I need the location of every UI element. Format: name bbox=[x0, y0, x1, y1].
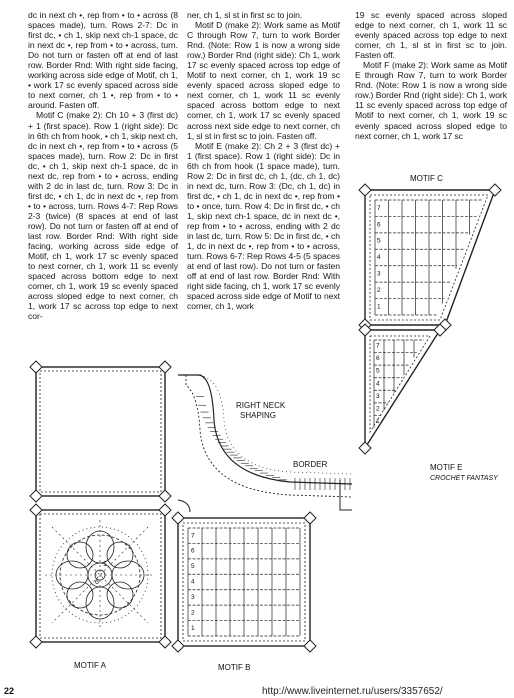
motif-a-lower-square bbox=[36, 510, 165, 642]
motif-b-label: MOTIF B bbox=[218, 663, 251, 672]
motif-a-flower bbox=[45, 520, 155, 630]
motif-c-row-number: 1 bbox=[377, 303, 381, 311]
col3-para-1: 19 sc evenly spaced across sloped edge to next corner, ch 1, work 11 sc evenly spaced across top edge to next corner, ch 1, sl st in first sc to join. Fasten off. bbox=[355, 10, 507, 61]
motif-e-row-number: 4 bbox=[376, 380, 380, 388]
neck-label-line1: RIGHT NECK bbox=[236, 401, 286, 410]
col2-para-2: Motif D (make 2): Work same as Motif C through Row 7, turn to work Border Rnd. (Note: Row 1 is now a wrong side row.) Border Rnd (right side): Ch 1, work 17 sc evenly spaced across top edge of Motif to next corner, ch 1, work 19 sc evenly spaced across sloped edge to next corner, ch 1, work 11 sc evenly spaced across bottom edge to next corner, ch 1, work 17 sc evenly spaced across next side edge to next corner, ch 1, sl st in first sc to join. Fasten off. bbox=[187, 20, 340, 141]
neck-shaping-border bbox=[178, 375, 352, 512]
motif-c-row-number: 3 bbox=[377, 270, 381, 278]
motif-c-diagram bbox=[359, 184, 501, 331]
motif-c-row-number: 7 bbox=[377, 204, 381, 212]
motif-a-upper-inner bbox=[40, 371, 161, 492]
watermark-url: http://www.liveinternet.ru/users/3357652/ bbox=[262, 686, 443, 697]
motif-b-row-number: 6 bbox=[191, 547, 195, 555]
motif-c-label: MOTIF C bbox=[410, 174, 443, 183]
border-label: BORDER bbox=[293, 460, 328, 469]
col2-para-3: Motif E (make 2): Ch 2 + 3 (first dc) + 1 (first space). Row 1 (right side): Dc in 6th ch from hook (1 space made), turn. Row 2: Dc in first dc, ch 1, (dc, ch 1, dc) in next dc, turn. Row 3: (Dc, ch 1, dc) in first dc, • ch 1, dc in next dc •, rep from • to • once, turn. Row 4: Dc in first dc, • ch 1, skip next ch-1 space, dc in next dc •, rep from • to • across, ending with 2 dc in last dc, turn. Row 5: Dc in first dc, • ch 1, dc in next dc •, rep from • to • across, turn. Rows 6-7: Rep Rows 4-5 (5 spaces at end of last row). Do not turn or fasten off at end of last row. Border Rnd: With right side facing, ch 1, work 17 sc evenly spaced across side edge of Motif to next corner, ch 1, work bbox=[187, 140, 340, 312]
motif-c-row-number: 5 bbox=[377, 237, 381, 245]
motif-c-row-number: 6 bbox=[377, 221, 381, 229]
col3-para-2: Motif F (make 2): Work same as Motif E through Row 7, turn to work Border Rnd. (Note: Row 1 is now a wrong side row.) Border Rnd (right side): Ch 1, work 11 sc evenly spaced across top edge of Motif to next corner, ch 1, work 19 sc evenly spaced across sloped edge to next corner, ch 1, work 17 sc bbox=[355, 60, 507, 141]
motif-e-row-number: 5 bbox=[376, 367, 380, 375]
col1-para-1: dc in next ch •, rep from • to • across (8 spaces made), turn. Rows 2-7: Dc in first dc, • ch 1, skip next ch-1 space, dc in next dc •, rep from • to • across, turn. Do not turn or fasten off at end of last row. Border Rnd: With right side facing, working across side edge of Motif, ch 1, • work 17 sc evenly spaced across side to next corner, ch 1 •, rep from • to • around. Fasten off. bbox=[28, 10, 178, 111]
motif-e-row-number: 3 bbox=[376, 392, 380, 400]
motif-a-center-mark-6: 6 bbox=[95, 579, 99, 586]
motif-a-diagram bbox=[30, 361, 171, 648]
motif-b-row-number: 5 bbox=[191, 563, 195, 571]
motif-b-row-number: 4 bbox=[191, 578, 195, 586]
col1-para-2: Motif C (make 2): Ch 10 + 3 (first dc) + 1 (first space). Row 1 (right side): Dc in 6th ch from hook, • ch 1, skip next ch, dc in next ch •, rep from • to • across (5 spaces made), turn. Row 2: Dc in first dc, • ch 1, skip next ch-1 space, dc in next dc, rep from • to • across, ending with 2 dc in last dc, turn. Row 3: Dc in first dc, • ch 1, dc in next dc •, rep from • to • across, turn. Rows 4-7: Rep Rows 2-3 (twice) (8 spaces at end of last row). Do not turn or fasten off at end of last row. Border Rnd: With right side facing, working across side edge of Motif, ch 1, work 17 sc evenly spaced to next corner, ch 1, work 11 sc evenly spaced across bottom edge to next corner, ch 1, work 19 sc evenly spaced across sloped edge to next corner, ch 1, work 17 sc across top edge to next cor- bbox=[28, 110, 178, 322]
motif-e-row-number: 6 bbox=[376, 355, 380, 363]
neck-label-line2: SHAPING bbox=[240, 411, 277, 420]
motif-b-row-number: 1 bbox=[191, 624, 195, 632]
col2-para-1: ner, ch 1, sl st in first sc to join. bbox=[187, 10, 303, 20]
motif-e-row-number: 1 bbox=[376, 417, 380, 425]
motif-a-label: MOTIF A bbox=[74, 661, 106, 670]
brand-text: CROCHET FANTASY bbox=[430, 475, 498, 482]
motif-e-row-number: 7 bbox=[376, 342, 380, 350]
motif-b-row-number: 7 bbox=[191, 532, 195, 540]
motif-b-row-number: 3 bbox=[191, 593, 195, 601]
motif-e-diagram bbox=[359, 324, 446, 454]
motif-b-row-number: 2 bbox=[191, 609, 195, 617]
motif-e-row-number: 2 bbox=[376, 405, 380, 413]
motif-e-label: MOTIF E bbox=[430, 463, 463, 472]
motif-a-center-mark-1: 1 bbox=[103, 561, 107, 568]
motif-c-row-number: 2 bbox=[377, 287, 381, 294]
motif-b-diagram bbox=[172, 512, 316, 652]
page-number: 22 bbox=[4, 686, 15, 696]
motif-a-upper-square bbox=[36, 367, 165, 496]
motif-c-row-number: 4 bbox=[377, 254, 381, 262]
